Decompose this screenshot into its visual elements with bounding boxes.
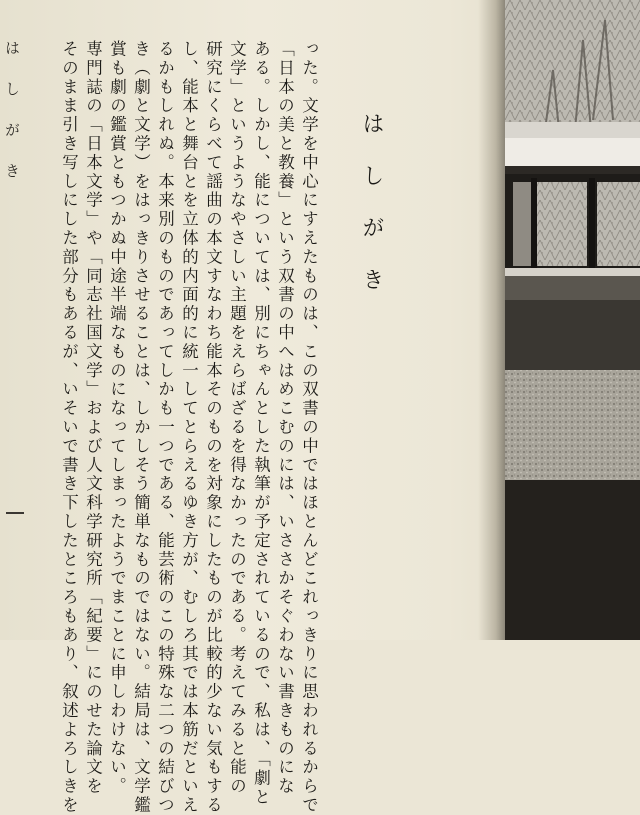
text-column-4: 文学」というようなやさしい主題をえらばざるを得なかったのである。考えてみると能の bbox=[227, 40, 247, 796]
text-column-11: そのまま引き写しにした部分もあるが、いそいで書き下したところもあり、叙述よろしきを bbox=[59, 40, 79, 815]
text-column-7: るかもしれぬ。本来別のものであってしかも一つである、能芸術のこの特殊な二つの結びつ bbox=[155, 40, 175, 815]
text-column-9: 賞も劇の鑑賞ともつかぬ中途半端なものになってしまったようでまことに申しわけない。 bbox=[107, 40, 127, 796]
running-head: はしがき bbox=[3, 40, 21, 204]
text-column-6: し、能本と舞台とを立体的内面的に統一してとらえるゆき方が、むしろ其では本筋だといえ bbox=[179, 40, 199, 815]
page-heading: はしがき bbox=[359, 112, 384, 320]
text-column-2: 「日本の美と教養」という双書の中へはめこむのには、いささかそぐわない書きものにな bbox=[275, 40, 295, 796]
text-column-1: った。文学を中心にすえたものは、この双書の中ではほとんどこれっきりに思われるからで bbox=[299, 40, 319, 815]
text-column-3: ある。しかし、能については、別にちゃんとした執筆が予定されているので、私は、「劇と bbox=[251, 40, 271, 807]
folio-mark bbox=[6, 512, 24, 514]
text-column-10: 専門誌の「日本文学」や「同志社国文学」および人文科学研究所「紀要」にのせた論文を bbox=[83, 40, 103, 796]
text-column-8: き（劇と文学）をはっきりさせることは、しかしそう簡単なものではない。結局は、文学鑑 bbox=[131, 40, 151, 815]
photo-image bbox=[505, 0, 640, 640]
photo-plate bbox=[505, 0, 640, 640]
text-column-5: 研究にくらべて謡曲の本文すなわち能本そのものを対象にしたものが比較的少ない気もする bbox=[203, 40, 223, 815]
